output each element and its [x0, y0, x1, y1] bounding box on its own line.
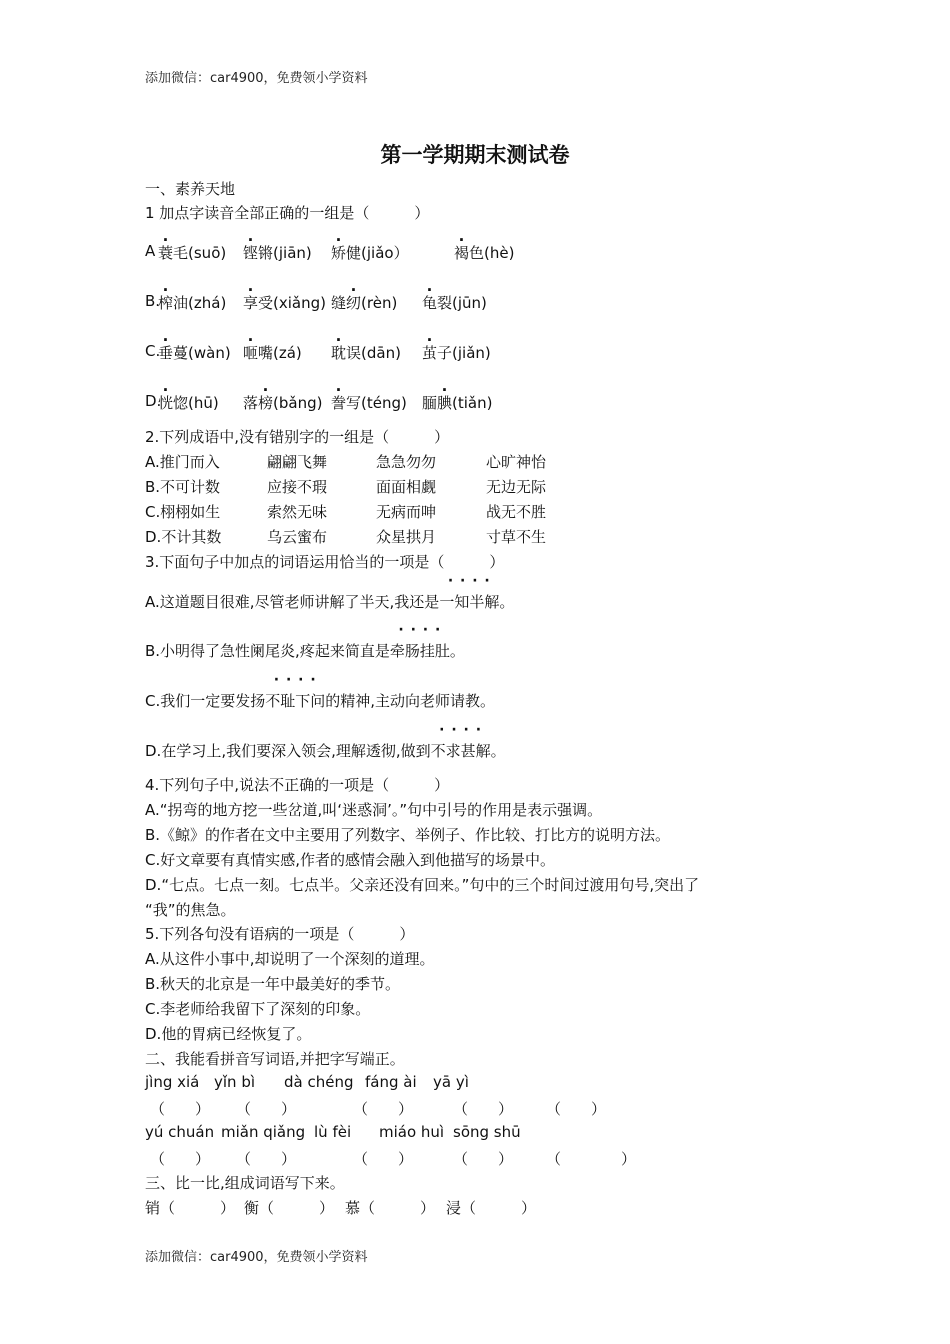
answer-blank: （ ）	[546, 1150, 637, 1168]
pinyin-word: yǐn bì	[214, 1073, 256, 1091]
q1-option-c-item	[158, 342, 231, 363]
question-3-stem: 3.下面句子中加点的词语运用恰当的一项是（ ）	[145, 553, 505, 571]
pinyin-word: jìng xiá	[145, 1073, 200, 1091]
dotted-character: 耽	[331, 344, 347, 362]
question-5-option-b: B.秋天的北京是一年中最美好的季节。	[145, 975, 401, 993]
page-header: 添加微信：car4900，免费领小学资料	[145, 71, 368, 86]
option-text-after: 。	[499, 593, 515, 611]
question-5-option-a: A.从这件小事中,却说明了一个深刻的道理。	[145, 950, 435, 968]
q1-option-d-item	[243, 392, 322, 413]
dotted-character: 纫	[346, 294, 362, 312]
compare-item: 慕（ ）	[345, 1199, 436, 1217]
q2-cell: 寸草不生	[486, 528, 547, 546]
q2-cell: 乌云蜜布	[267, 528, 328, 546]
q1-option-d-item	[422, 392, 492, 413]
item-suffix: 健(jiǎo）	[346, 244, 409, 262]
dotted-character: 享	[243, 294, 259, 312]
item-suffix: (bǎng)	[273, 394, 323, 412]
question-4-option-c: C.好文章要有真情实感,作者的感情会融入到他描写的场景中。	[145, 851, 556, 869]
dotted-character: 恍	[158, 394, 174, 412]
option-text-before: B.小明得了急性阑尾炎,疼起来简直是	[145, 642, 390, 660]
dotted-character: 褐	[454, 244, 470, 262]
q2-cell: C.栩栩如生	[145, 503, 221, 521]
q3-option-a	[145, 591, 514, 612]
question-2-stem: 2.下列成语中,没有错别字的一组是（ ）	[145, 428, 450, 446]
item-suffix: 油(zhá)	[173, 294, 227, 312]
page-footer: 添加微信：car4900，免费领小学资料	[145, 1250, 368, 1265]
item-suffix: 裂(jūn)	[437, 294, 487, 312]
dotted-character: 榜	[258, 394, 274, 412]
question-4-option-d: D.“七点。七点一刻。七点半。父亲还没有回来。”句中的三个时间过渡用句号,突出了	[145, 876, 700, 894]
q1-option-c-item	[422, 342, 491, 363]
item-suffix: 锵(jiān)	[258, 244, 312, 262]
option-text-before: D.在学习上,我们要深入领会,理解透彻,做到	[145, 742, 431, 760]
question-4-option-b: B.《鲸》的作者在文中主要用了列数字、举例子、作比较、打比方的说明方法。	[145, 826, 671, 844]
answer-blank: （ ）	[353, 1150, 414, 1168]
dotted-character: 蓑	[158, 244, 174, 262]
pinyin-word: dà chéng	[284, 1073, 354, 1091]
option-text-after: 。	[449, 642, 465, 660]
dotted-character: 腆	[437, 394, 453, 412]
q1-option-a-item	[243, 242, 312, 263]
pinyin-word: yú chuán	[145, 1123, 215, 1141]
section-3-heading: 三、比一比,组成词语写下来。	[145, 1174, 345, 1192]
question-1-stem: 1 加点字读音全部正确的一组是（ ）	[145, 204, 430, 222]
page-title: 第一学期期末测试卷	[380, 142, 570, 167]
answer-blank: （ ）	[353, 1100, 414, 1118]
pinyin-word: yā yì	[433, 1073, 469, 1091]
q2-cell: 众星拱月	[376, 528, 437, 546]
q1-option-d-letter: D.	[145, 392, 162, 410]
q2-cell: 战无不胜	[486, 503, 547, 521]
q1-option-a-item	[454, 242, 514, 263]
dotted-character: 誊	[331, 394, 347, 412]
section-2-heading: 二、我能看拼音写词语,并把字写端正。	[145, 1050, 405, 1068]
q2-cell: 无边无际	[486, 478, 547, 496]
q1-option-c-letter: C.	[145, 342, 161, 360]
q1-option-d-item	[331, 392, 407, 413]
pinyin-word: fáng ài	[365, 1073, 417, 1091]
q1-option-d-item	[158, 392, 219, 413]
answer-blank: （ ）	[150, 1150, 211, 1168]
question-5-option-c: C.李老师给我留下了深刻的印象。	[145, 1000, 371, 1018]
q1-option-b-item	[422, 292, 487, 313]
item-suffix: 写(téng)	[346, 394, 407, 412]
q2-cell: 心旷神怡	[486, 453, 547, 471]
dotted-phrase: · · · · 牵肠挂肚	[390, 640, 450, 661]
dotted-character: 矫	[331, 244, 347, 262]
q1-option-c-item	[243, 342, 302, 363]
dotted-phrase: · · · · 一知半解	[439, 591, 499, 612]
q3-option-b	[145, 640, 465, 661]
answer-blank: （ ）	[453, 1100, 514, 1118]
q1-option-b-item	[243, 292, 326, 313]
q1-option-b-letter: B.	[145, 292, 161, 310]
item-suffix: 误(dān)	[346, 344, 401, 362]
item-suffix: 毛(suō)	[173, 244, 227, 262]
dotted-character: 茧	[422, 344, 438, 362]
item-suffix: 受(xiǎng)	[258, 294, 326, 312]
option-text-after: 。	[490, 742, 506, 760]
q3-option-d	[145, 740, 506, 761]
item-suffix: 嘴(zá)	[258, 344, 302, 362]
item-prefix: 落	[243, 394, 259, 412]
q2-cell: 应接不瑕	[267, 478, 328, 496]
question-5-option-d: D.他的胃病已经恢复了。	[145, 1025, 312, 1043]
question-4-stem: 4.下列句子中,说法不正确的一项是（ ）	[145, 776, 450, 794]
dotted-character: 龟	[422, 294, 438, 312]
pinyin-word: lù fèi	[314, 1123, 352, 1141]
q1-option-a-item	[158, 242, 226, 263]
answer-blank: （ ）	[546, 1100, 607, 1118]
item-suffix: (tiǎn)	[452, 394, 493, 412]
q2-cell: B.不可计数	[145, 478, 221, 496]
q2-cell: A.推门而入	[145, 453, 220, 471]
q1-option-a-item	[331, 242, 409, 263]
compare-item: 衡（ ）	[244, 1199, 335, 1217]
q2-cell: D.不计其数	[145, 528, 222, 546]
item-suffix: 蔓(wàn)	[173, 344, 231, 362]
dotted-phrase: · · · · 不耻下问	[265, 690, 325, 711]
section-1-heading: 一、素养天地	[145, 180, 236, 198]
item-prefix: 腼	[422, 394, 438, 412]
answer-blank: （ ）	[236, 1100, 297, 1118]
pinyin-word: sōng shū	[453, 1123, 521, 1141]
answer-blank: （ ）	[150, 1100, 211, 1118]
question-5-stem: 5.下列各句没有语病的一项是（ ）	[145, 925, 415, 943]
item-suffix: 色(hè)	[469, 244, 515, 262]
item-prefix: 缝	[331, 294, 347, 312]
dotted-character: 榨	[158, 294, 174, 312]
q2-cell: 急急勿勿	[376, 453, 437, 471]
q1-option-a-letter: A	[145, 242, 156, 260]
compare-item: 销（ ）	[145, 1199, 236, 1217]
q1-option-c-item	[331, 342, 401, 363]
compare-item: 浸（ ）	[446, 1199, 537, 1217]
item-suffix: 子(jiǎn)	[437, 344, 491, 362]
option-text-before: A.这道题目很难,尽管老师讲解了半天,我还是	[145, 593, 440, 611]
q2-cell: 翩翩飞舞	[267, 453, 328, 471]
q1-option-b-item	[158, 292, 226, 313]
q2-cell: 索然无味	[267, 503, 328, 521]
q2-cell: 无病而呻	[376, 503, 437, 521]
q1-option-b-item	[331, 292, 397, 313]
item-suffix: (rèn)	[361, 294, 398, 312]
dotted-character: 铿	[243, 244, 259, 262]
option-text-before: C.我们一定要发扬	[145, 692, 266, 710]
q2-cell: 面面相觑	[376, 478, 437, 496]
q3-option-c	[145, 690, 495, 711]
answer-blank: （ ）	[453, 1150, 514, 1168]
dotted-character: 咂	[243, 344, 259, 362]
dotted-character: 垂	[158, 344, 174, 362]
question-4-option-a: A.“拐弯的地方挖一些岔道,叫‘迷惑洞’。”句中引号的作用是表示强调。	[145, 801, 603, 819]
pinyin-word: miáo huì	[379, 1123, 445, 1141]
answer-blank: （ ）	[236, 1150, 297, 1168]
question-4-option-d-continued: “我”的焦急。	[145, 901, 236, 919]
pinyin-word: miǎn qiǎng	[221, 1123, 306, 1141]
dotted-phrase: · · · · 不求甚解	[431, 740, 491, 761]
item-suffix: 惚(hū)	[173, 394, 219, 412]
option-text-after: 的精神,主动向老师请教。	[325, 692, 496, 710]
